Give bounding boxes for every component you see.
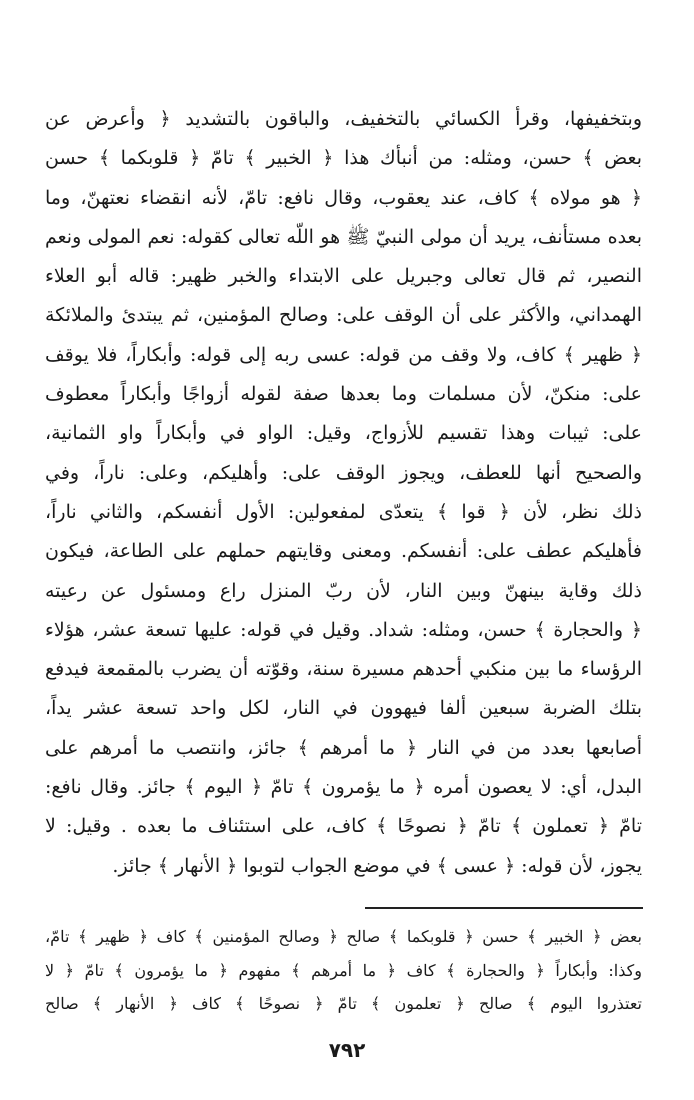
text-line: يجوز، لأن قوله: ﴿ عسى ﴾ في موضع الجواب لتوبوا ﴿ الأنهار ﴾ جائز. bbox=[112, 854, 642, 877]
text-line: النصير، ثم قال تعالى وجبريل على الابتداء والخبر ظهير: قاله أبو العلاء bbox=[45, 265, 642, 288]
text-line: ذلك وقاية بينهنّ وبين النار، لأن ربّ المنزل راع ومسئول عن رعيته bbox=[45, 579, 642, 602]
text-line: على: منكنّ، لأن مسلمات وما بعدها صفة لقوله أزواجًا وأبكاراً معطوف bbox=[45, 383, 642, 406]
text-line: بعض ﴾ حسن، ومثله: من أنبأك هذا ﴿ الخبير ﴾ تامّ ﴿ قلوبكما ﴾ حسن bbox=[45, 147, 642, 170]
text-line: الهمداني، والأكثر على أن الوقف على: وصالح المؤمنين، ثم يبتدئ والملائكة bbox=[45, 304, 642, 327]
main-text-block bbox=[45, 100, 642, 886]
text-line: على: ثيبات وهذا تقسيم للأزواج، وقيل: الواو في وأبكاراً واو الثمانية، bbox=[45, 422, 642, 445]
footnote-line: بعض ﴿ الخبير ﴾ حسن ﴿ قلوبكما ﴾ صالح ﴿ وصالح المؤمنين ﴾ كاف ﴿ ظهير ﴾ تامّ، bbox=[45, 927, 642, 946]
text-line: البدل، أي: لا يعصون أمره ﴿ ما يؤمرون ﴾ تامّ ﴿ اليوم ﴾ جائز. وقال نافع: bbox=[45, 776, 642, 799]
text-line: الرؤساء ما بين منكبي أحدهم مسيرة سنة، وقوّته أن يضرب بالمقمعة فيدفع bbox=[45, 658, 642, 681]
text-line: والصحيح أنها للعطف، ويجوز الوقف على: وأهليكم، وعلى: ناراً، وفي bbox=[45, 461, 642, 484]
footnote-line: تعتذروا اليوم ﴾ صالح ﴿ تعلمون ﴾ تامّ ﴿ نصوحًا ﴾ كاف ﴿ الأنهار ﴾ صالح bbox=[45, 994, 642, 1013]
text-line: ﴿ ظهير ﴾ كاف، ولا وقف من قوله: عسى ربه إلى قوله: وأبكاراً، فلا يوقف bbox=[45, 343, 642, 366]
text-line: ﴿ والحجارة ﴾ حسن، ومثله: شداد. وقيل في قوله: عليها تسعة عشر، هؤلاء bbox=[45, 618, 642, 641]
footnote-divider bbox=[365, 907, 643, 909]
text-line: بتلك الضربة سبعين ألفا فيهوون في النار، لكل واحد تسعة عشر يداً، bbox=[45, 697, 642, 720]
text-line: وبتخفيفها، وقرأ الكسائي بالتخفيف، والباقون بالتشديد ﴿ وأعرض عن bbox=[45, 108, 642, 130]
footnotes-block bbox=[45, 920, 642, 1021]
text-line: أصابعها بعدد من في النار ﴿ ما أمرهم ﴾ جائز، وانتصب ما أمرهم على bbox=[45, 736, 642, 759]
footnote-line: وكذا: وأبكاراً ﴿ والحجارة ﴾ كاف ﴿ ما أمرهم ﴾ مفهوم ﴿ ما يؤمرون ﴾ تامّ ﴿ لا bbox=[45, 960, 642, 980]
text-line: فأهليكم عطف على: أنفسكم. ومعنى وقايتهم حملهم على الطاعة، فيكون bbox=[45, 540, 642, 563]
text-line: تامّ ﴿ تعملون ﴾ تامّ ﴿ نصوحًا ﴾ كاف، على استئناف ما بعده . وقيل: لا bbox=[45, 815, 642, 838]
text-line: ذلك نظر، لأن ﴿ قوا ﴾ يتعدّى لمفعولين: الأول أنفسكم، والثاني ناراً، bbox=[45, 500, 642, 523]
page-number: ٧٩٢ bbox=[328, 1038, 366, 1062]
text-line: بعده مستأنف، يريد أن مولى النبيّ ﷺ هو اللّه تعالى كقوله: نعم المولى ونعم bbox=[45, 225, 642, 248]
text-line: ﴿ هو مولاه ﴾ كاف، عند يعقوب، وقال نافع: تامّ، لأنه انقضاء نعتهنّ، وما bbox=[45, 186, 642, 209]
